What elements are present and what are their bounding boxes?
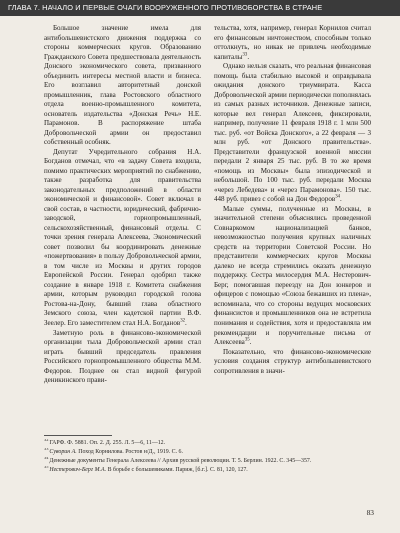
paragraph: Малые суммы, полученные из Москвы, в значительной степени объяснялись проведенной Совнаркомом национализацией банков, невозможностью получения крупных наличных средств на территории Советской России. Но представители коммерческих кругов Москвы далеко не всегда стремились оказать денежную поддержку. Сестра милосердия М.А. Нестерович-Берг, помогавшая переезду на Дон юнкеров и офицеров с помощью «Союза бежавших из плена», вспоминала, что со стороны ведущих московских финансистов и промышленников она не встретила понимания и содействия, хотя и предоставляла им рекомендации и поручительные письма от Алексеева$^{35}$.: [214, 204, 371, 347]
footnote-ref: 33: [242, 52, 248, 58]
paragraph: Показательно, что финансово-экономические условия создания структур антибольшевистского сопротивления в значи-: [214, 347, 371, 375]
paragraph: Большое значение имела для антибольшевистского движения поддержка со стороны коммерческих кругов. Образованию Гражданского Совета предшествовала деятельность Донского экономического совета, призванного объединить интересы местной власти и бизнеса. Его возглавил авторитетный донской промышленник, глава Ростовского областного отдела военно-промышленного комитета, основатель издательства «Донская Речь» Н.Е. Парамонов. В распоряжение штаба Добровольческой армии он предоставил собственный особняк.: [44, 24, 201, 147]
right-column: [214, 24, 371, 376]
footnote: $^{34}$Денежные документы Генерала Алексеева // Архив русской революции. Т. 5. Берлин. 1922. С. 345—357.: [44, 457, 312, 465]
footnote-ref: 32: [180, 318, 185, 324]
paragraph: Однако нельзя сказать, что реальная финансовая помощь была стабильно высокой и оправдывала ожидания донского триумвирата. Касса Добровольческой армии периодически пополнялась из самых разных источников. Денежные записи, которые вел генерал Алексеев, фиксировали, например, получение 11 февраля 1918 г. 1 млн 500 тыс. руб. «от Войска Донского», а 22 февраля — 3 млн руб. «от Донского правительства». Представители французской военной миссии передали 2 января 25 тыс. руб. В то же время «помощь из Москвы» была эпизодической и небольшой. По 100 тыс. руб. передали Москва «через Лебедева» и «через Парамонова». 150 тыс. 448 руб. привез с собой на Дон Федоров$^{34}$.: [214, 62, 371, 204]
left-column: [44, 24, 201, 386]
footnote-ref: 34: [335, 194, 341, 200]
paragraph: Заметную роль в финансово-экономической организации тыла Добровольческой армии стал играть бывший председатель правления Российского горнопромышленного общества М.М. Федоров. Позднее он стал видной фигурой деникинского прави-: [44, 328, 201, 385]
paragraph: Депутат Учредительного собрания Н.А. Богданов отмечал, что «в задачу Совета входила, помимо практических мероприятий по снабжению, также разработка для правительства законодательных предположений в области экономической и финансовой». Совет включал в свой состав, в частности, юридический, фабрично-заводской, горнопромышленный, сельскохозяйственный, финансовый отделы. С точки зрения генерала Алексеева, Экономический совет позволил бы координировать денежные «пожертвования» в пользу Добровольческой армии, в том числе из Москвы и других городов Европейской России. Генерал одобрил также создание в январе 1918 г. Комитета снабжения армии, которым руководил городской голова Ростова-на-Дону, бывший глава областного Земского союза, член кадетской партии В.Ф. Зеелер. Его заместителем стал Н.А. Богданов$^{32}$.: [44, 147, 201, 327]
running-header: ГЛАВА 7. НАЧАЛО И ПЕРВЫЕ ОЧАГИ ВООРУЖЕННОГО ПРОТИВОБОРСТВА В СТРАНЕ: [0, 0, 400, 16]
footnote: $^{32}$ГАРФ. Ф. 5881. Оп. 2. Д. 255. Л. 5—6, 11—12.: [44, 439, 166, 446]
footnote: $^{33}$Суворин А. Поход Корнилова. Ростов н/Д., 1919. С. 6.: [44, 448, 183, 456]
page-number: 83: [366, 508, 374, 517]
footnote: $^{35}$Нестерович-Берг М.А. В борьбе с большевиками. Париж, [б.г.]. С. 81, 120, 127.: [44, 466, 248, 474]
footnotes: [44, 439, 374, 475]
paragraph: тельства, хотя, например, генерал Корнилов считал его финансовым ничтожеством, способным только оттолкнуть, но никак не привлечь необходимые капиталы$^{33}$.: [214, 24, 371, 61]
footnote-ref: 35: [244, 337, 250, 343]
footnote-divider: [44, 435, 112, 436]
